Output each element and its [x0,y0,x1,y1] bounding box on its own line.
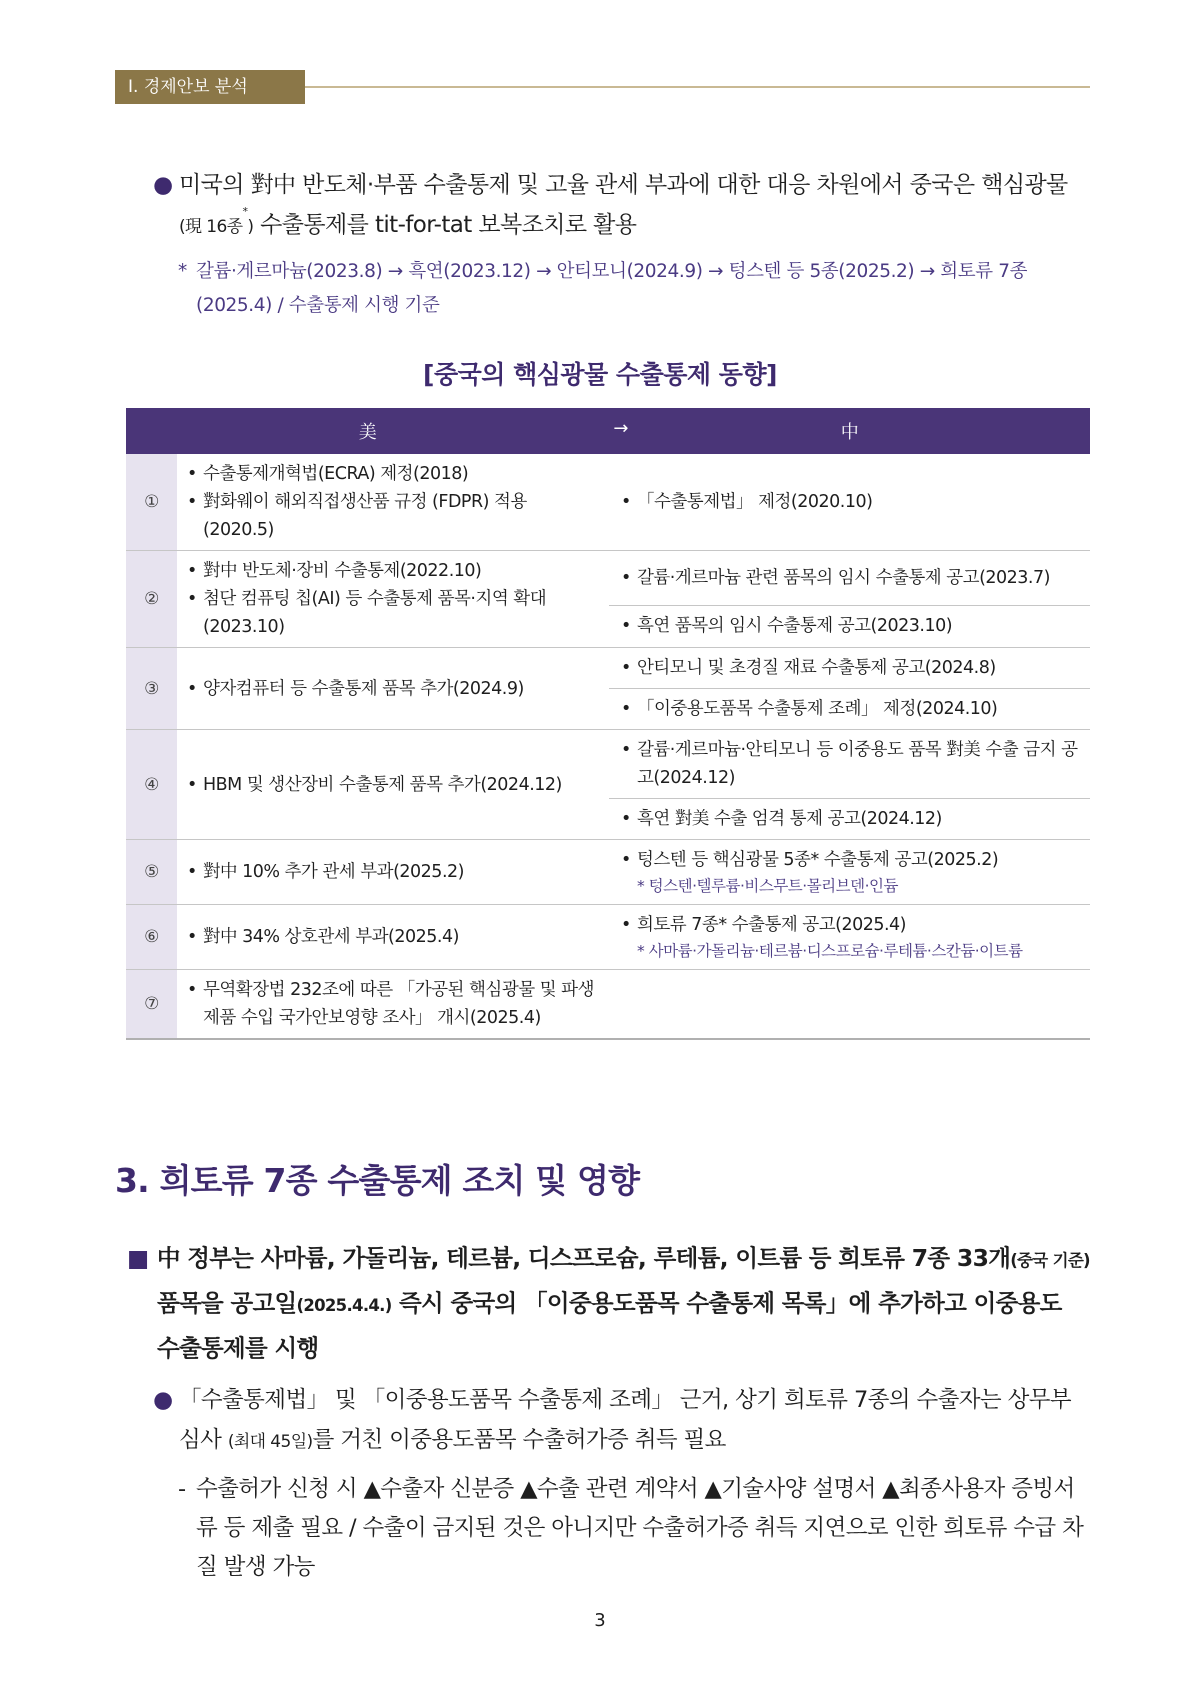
list-item: • 對中 반도체·장비 수출통제(2022.10) [187,557,599,585]
list-item: • 희토류 7종* 수출통제 공고(2025.4) [621,911,1080,939]
para3-text-b: 를 거친 이중용도품목 수출허가증 취득 필요 [312,1427,726,1453]
footnote-text: 갈륨·게르마늄(2023.8) → 흑연(2023.12) → 안티모니(2024.9) → 텅스텐 등 5종(2025.2) → 희토류 7종(2025.4) / 수출통제 시행 기준 [196,261,1028,316]
para2-small-a: (중국 기준) [1010,1251,1090,1270]
circle-bullet-icon: ● [153,1387,173,1413]
table-row [126,730,1090,799]
list-item: • 안티모니 및 초경질 재료 수출통제 공고(2024.8) [621,654,1080,682]
paragraph-rare-earth-measure [127,1237,1090,1369]
list-item: • 對화웨이 해외직접생산품 규정 (FDPR) 적용 (2020.5) [187,488,599,544]
us-cell [177,840,609,905]
us-cell [177,454,609,551]
para1-small-b: ) [247,217,254,237]
arrow-right-icon: → [613,418,628,439]
paragraph-us-china-retaliation [155,165,1090,247]
table-row [126,454,1090,551]
row-number: ④ [126,730,177,840]
list-item: • 무역확장법 232조에 따른 「가공된 핵심광물 및 파생제품 수입 국가안보영향 조사」 개시(2025.4) [187,976,599,1032]
list-item: • 양자컴퓨터 등 수출통제 품목 추가(2024.9) [187,675,599,703]
para1-footnote-mark: * [242,205,248,218]
square-bullet-icon: ■ [127,1244,149,1272]
row-number: ⑤ [126,840,177,905]
cn-cell [609,605,1090,647]
list-item: • 對中 10% 추가 관세 부과(2025.2) [187,858,599,886]
row-number: ③ [126,648,177,730]
footnote-timeline [178,255,1090,323]
para1-small-a: (現 16종 [179,217,243,237]
table-header-row [126,408,1090,454]
section-tag: Ⅰ. 경제안보 분석 [115,70,305,104]
us-cell [177,648,609,730]
us-cell [177,970,609,1040]
circle-bullet-icon: ● [153,172,173,198]
row-number: ⑥ [126,905,177,970]
section-title: 3. 희토류 7종 수출통제 조치 및 영향 [115,1161,640,1200]
us-cell [177,730,609,840]
cn-footnote: * 사마륨·가돌리늄·테르븀·디스프로슘·루테튬·스칸듐·이트륨 [637,942,1023,960]
para1-text-a: 미국의 對中 반도체·부품 수출통제 및 고율 관세 부과에 대한 대응 차원에서 중국은 핵심광물 [179,172,1068,198]
table-row [126,551,1090,606]
para2-text-b: 품목을 공고일 [157,1289,297,1317]
para2-text-c: 즉시 중국의 「이중용도품목 수출통제 목록」에 추가하고 이중용도 수출통제를 시행 [157,1289,1062,1362]
list-item: • 첨단 컴퓨팅 칩(AI) 등 수출통제 품목·지역 확대 (2023.10) [187,585,599,641]
para1-text-b: 수출통제를 tit-for-tat 보복조치로 활용 [253,212,637,238]
cn-footnote: * 텅스텐·텔루륨·비스무트·몰리브덴·인듐 [637,877,898,895]
cn-cell-empty [609,970,1090,1040]
cn-cell [609,730,1090,799]
us-cell [177,905,609,970]
list-item: • 「이중용도품목 수출통제 조례」 제정(2024.10) [621,695,1080,723]
header-us: 美 → [126,408,609,454]
export-control-table [126,408,1090,1040]
para2-small-b: (2025.4.4.) [296,1296,392,1315]
list-item: • 수출통제개혁법(ECRA) 제정(2018) [187,460,599,488]
header-cn: 中 [609,408,1090,454]
page-number: 3 [594,1610,606,1631]
list-item: • 갈륨·게르마늄 관련 품목의 임시 수출통제 공고(2023.7) [621,564,1080,592]
list-item: • 갈륨·게르마늄·안티모니 등 이중용도 품목 對美 수출 금지 공고(2024.12) [621,736,1080,792]
list-item: • 흑연 對美 수출 엄격 통제 공고(2024.12) [621,805,1080,833]
row-number: ⑦ [126,970,177,1040]
cn-cell [609,648,1090,689]
row-number: ① [126,454,177,551]
list-item: • 텅스텐 등 핵심광물 5종* 수출통제 공고(2025.2) [621,846,1080,874]
cn-cell [609,689,1090,730]
table-title: [중국의 핵심광물 수출통제 동향] [423,360,777,389]
para4-text: 수출허가 신청 시 ▲수출자 신분증 ▲수출 관련 계약서 ▲기술사양 설명서 ▲최종사용자 증빙서류 등 제출 필요 / 수출이 금지된 것은 아니지만 수출허가증 취득 지연으로 인한 희토류 수급 차질 발생 가능 [196,1476,1084,1580]
table-row [126,905,1090,970]
paragraph-license-requirement [155,1380,1090,1462]
cn-cell [609,905,1090,970]
dash-bullet-icon: - [178,1476,186,1502]
cn-cell [609,840,1090,905]
list-item: • 흑연 품목의 임시 수출통제 공고(2023.10) [621,612,1080,640]
para3-text-a: 「수출통제법」 및 「이중용도품목 수출통제 조례」 근거, 상기 희토류 7종의 수출자는 상무부 심사 [179,1387,1071,1453]
cn-cell [609,551,1090,606]
row-number: ② [126,551,177,648]
us-cell [177,551,609,648]
paragraph-application-docs [178,1470,1090,1587]
list-item: • 對中 34% 상호관세 부과(2025.4) [187,923,599,951]
asterisk-icon: * [178,261,187,282]
table-row [126,648,1090,689]
cn-cell [609,454,1090,551]
para2-text-a: 中 정부는 사마륨, 가돌리늄, 테르븀, 디스프로슘, 루테튬, 이트륨 등 희토류 7종 33개 [157,1244,1011,1272]
cn-cell [609,799,1090,840]
para3-small: (최대 45일) [227,1432,313,1452]
list-item: • 「수출통제법」 제정(2020.10) [621,488,1080,516]
table-row [126,970,1090,1040]
list-item: • HBM 및 생산장비 수출통제 품목 추가(2024.12) [187,771,599,799]
table-row [126,840,1090,905]
header-divider [305,86,1090,88]
